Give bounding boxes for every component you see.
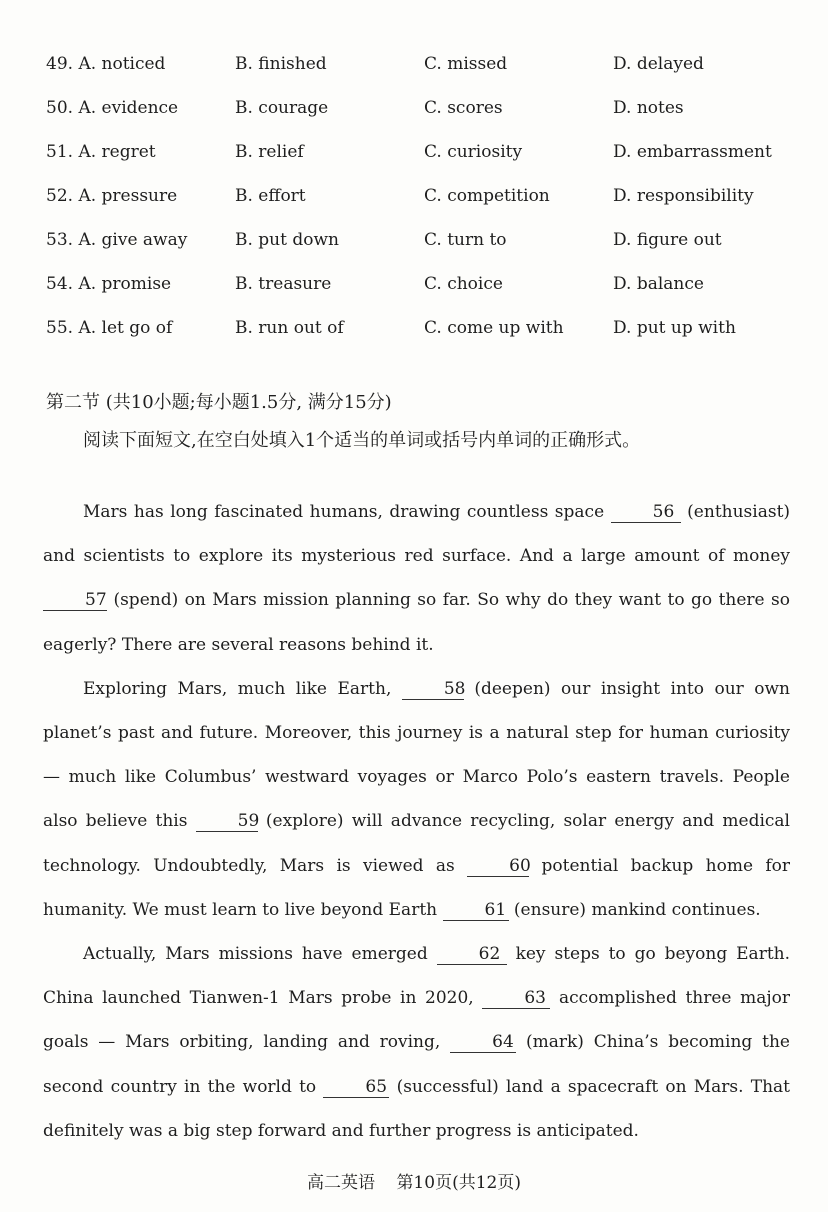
- option-b: B. effort: [235, 186, 306, 206]
- option-table: [46, 54, 786, 362]
- option-row-53: [46, 230, 786, 274]
- section-instruction: 阅读下面短文,在空白处填入1个适当的单词或括号内单词的正确形式。: [83, 430, 641, 451]
- option-b: B. put down: [235, 230, 339, 250]
- section-heading: 第二节 (共10小题;每小题1.5分, 满分15分): [46, 392, 392, 413]
- passage-text: (ensure) mankind continues.: [513, 899, 761, 920]
- option-c: C. missed: [424, 54, 508, 74]
- option-row-54: [46, 274, 786, 318]
- passage-text: Exploring Mars, much like Earth,: [83, 678, 392, 699]
- passage-text: Actually, Mars missions have emerged: [83, 944, 428, 965]
- option-d: D. responsibility: [613, 186, 754, 206]
- option-a: 51. A. regret: [46, 142, 156, 162]
- option-b: B. courage: [235, 98, 329, 118]
- option-row-49: [46, 54, 786, 98]
- option-c: C. competition: [424, 186, 550, 206]
- passage-text: potential backup home for humanity. We must learn to live beyond Earth: [43, 855, 791, 920]
- option-row-52: [46, 186, 786, 230]
- passage-text: (explore) will advance recycling, solar energy and medical technology. Undoubtedly, Mars is viewed as: [43, 811, 790, 876]
- option-d: D. figure out: [613, 230, 722, 250]
- option-c: C. scores: [424, 98, 503, 118]
- paragraph-2: [43, 667, 790, 932]
- passage-text: (deepen) our insight into our own planet’s past and future. Moreover, this journey is a natural step for human curiosity — much like Columbus’ westward voyages or Marco Polo’s eastern travels. People also believe this: [43, 678, 791, 832]
- option-c: C. come up with: [424, 318, 564, 338]
- passage-text: Mars has long fascinated humans, drawing countless space: [83, 502, 605, 522]
- passage-text: (successful) land a spacecraft on Mars. That definitely was a big step forward and further progress is anticipated.: [43, 1076, 791, 1141]
- blank-58: 58: [402, 679, 464, 700]
- blank-63: 63: [482, 988, 550, 1009]
- paragraph-1: [43, 490, 790, 667]
- option-a: 54. A. promise: [46, 274, 172, 294]
- blank-64: 64: [450, 1032, 516, 1053]
- page-footer: [0, 1168, 828, 1193]
- option-d: D. put up with: [613, 318, 736, 338]
- option-d: D. embarrassment: [613, 142, 772, 162]
- option-row-51: [46, 142, 786, 186]
- footer-subject: 高二英语: [307, 1173, 376, 1193]
- passage-text: (enthusiast) and scientists to explore its mysterious red surface. And a large amount of money: [43, 502, 791, 567]
- option-b: B. treasure: [235, 274, 332, 294]
- passage-text: accomplished three major goals — Mars orbiting, landing and roving,: [43, 988, 790, 1053]
- blank-56: 56: [611, 502, 681, 523]
- blank-65: 65: [323, 1077, 389, 1098]
- passage: [43, 490, 790, 1153]
- option-b: B. run out of: [235, 318, 344, 338]
- passage-text: (mark) China’s becoming the second country in the world to: [43, 1032, 790, 1097]
- footer-page-number: 第10页(共12页): [396, 1173, 521, 1193]
- option-a: 52. A. pressure: [46, 186, 178, 206]
- blank-57: 57: [43, 590, 107, 611]
- paragraph-3: [43, 932, 790, 1153]
- option-d: D. notes: [613, 98, 684, 118]
- option-a: 49. A. noticed: [46, 54, 166, 74]
- option-c: C. choice: [424, 274, 503, 294]
- passage-text: key steps to go beyong Earth. China launched Tianwen-1 Mars probe in 2020,: [43, 944, 791, 1009]
- blank-60: 60: [467, 856, 529, 877]
- option-c: C. curiosity: [424, 142, 523, 162]
- option-d: D. delayed: [613, 54, 704, 74]
- blank-61: 61: [443, 900, 509, 921]
- option-a: 53. A. give away: [46, 230, 188, 250]
- blank-59: 59: [196, 811, 258, 832]
- option-b: B. relief: [235, 142, 304, 162]
- option-c: C. turn to: [424, 230, 507, 250]
- option-a: 50. A. evidence: [46, 98, 179, 118]
- passage-text: (spend) on Mars mission planning so far. So why do they want to go there so eagerly? There are several reasons behind it.: [43, 590, 791, 655]
- option-row-55: [46, 318, 786, 362]
- blank-62: 62: [437, 944, 507, 965]
- option-row-50: [46, 98, 786, 142]
- option-a: 55. A. let go of: [46, 318, 173, 338]
- option-b: B. finished: [235, 54, 327, 74]
- option-d: D. balance: [613, 274, 704, 294]
